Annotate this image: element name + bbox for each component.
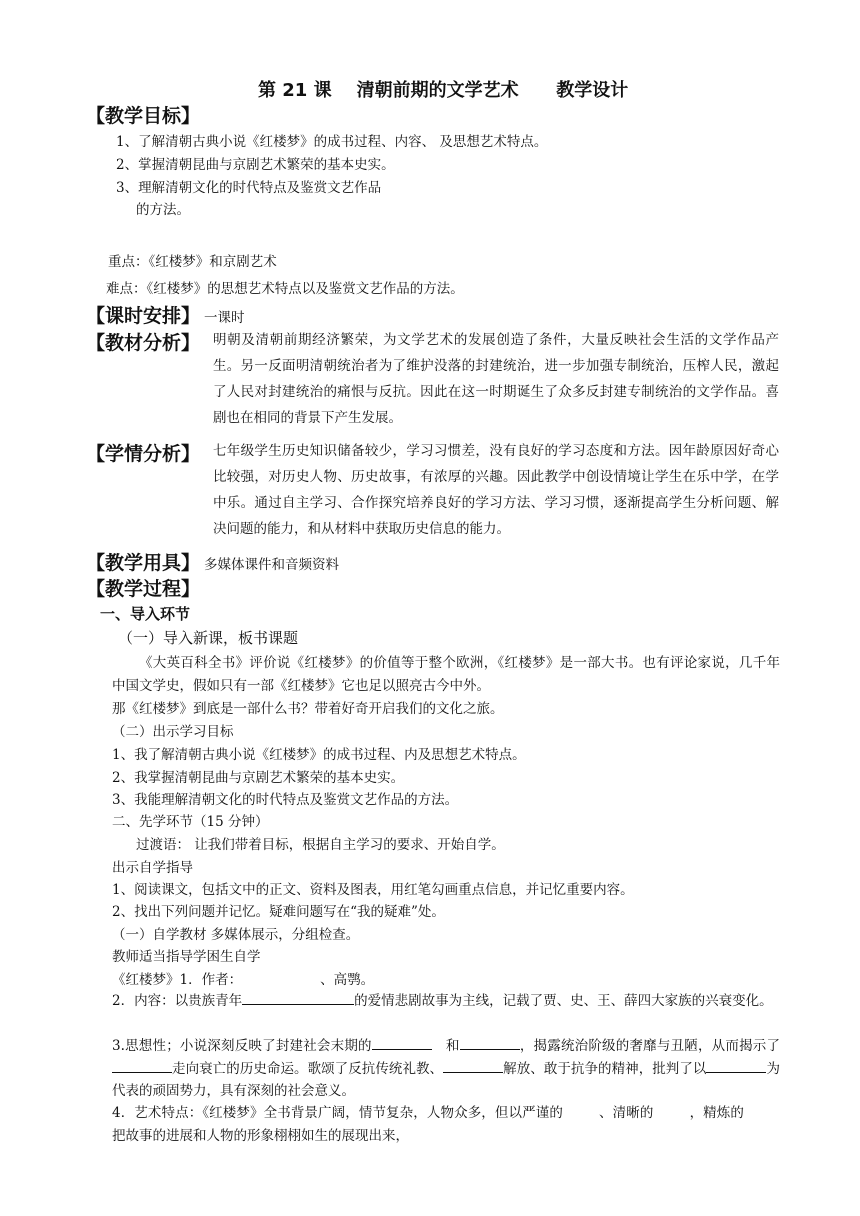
section-self-study: 二、先学环节（15 分钟）	[112, 814, 269, 830]
objective-item: 2、我掌握清朝昆曲与京剧艺术繁荣的基本史实。	[112, 770, 405, 786]
subsection-textbook: （一）自学教材 多媒体展示，分组检查。	[112, 927, 360, 943]
heading-students: 【学情分析】	[86, 443, 201, 465]
fill-blank[interactable]	[112, 1058, 172, 1073]
guide-item: 1、阅读课文，包括文中的正文、资料及图表，用红笔勾画重点信息，并记忆重要内容。	[112, 882, 634, 898]
intro-paragraph: 《大英百科全书》评价说《红楼梦》的价值等于整个欧洲，《红楼梦》是一部大书。也有评论家说，几千年中国文学史，假如只有一部《红楼梦》它也足以照亮古今中外。	[112, 655, 780, 694]
key-point: 重点：《红楼梦》和京剧艺术	[108, 254, 277, 270]
goal-item-continued: 的方法。	[136, 202, 190, 218]
fill-blank[interactable]	[706, 1058, 766, 1073]
objective-item: 3、我能理解清朝文化的时代特点及鉴赏文艺作品的方法。	[112, 792, 459, 808]
goal-item: 1、了解清朝古典小说《红楼梦》的成书过程、内容、 及思想艺术特点。	[116, 134, 548, 150]
subsection-intro: （一）导入新课，板书课题	[118, 629, 299, 647]
question-content: 2．内容：以贵族青年 的爱情悲剧故事为主线，记载了贾、史、王、薛四大家族的兴衰变化。	[112, 990, 780, 1013]
heading-tools: 【教学用具】 多媒体课件和音频资料	[86, 552, 340, 574]
material-analysis-text: 明朝及清朝前期经济繁荣，为文学艺术的发展创造了条件，大量反映社会生活的文学作品产生。另一反面明清朝统治者为了维护没落的封建统治，进一步加强专制统治，压榨人民，激起了人民对封建统治的痛恨与反抗。因此在这一时期诞生了众多反封建专制统治的文学作品。喜剧也在相同的背景下产生发展。	[213, 332, 779, 426]
fill-blank[interactable]	[443, 1058, 503, 1073]
intro-question: 那《红楼梦》到底是一部什么书？带着好奇开启我们的文化之旅。	[112, 701, 504, 717]
goal-item: 3、理解清朝文化的时代特点及鉴赏文艺作品	[116, 180, 382, 196]
subsection-objectives: （二）出示学习目标	[112, 724, 234, 740]
question-author: 《红楼梦》1．作者： 、高鹗。	[112, 972, 375, 988]
guide-title: 出示自学指导	[112, 860, 193, 876]
fill-blank[interactable]	[242, 990, 354, 1005]
section-intro: 一、导入环节	[100, 605, 191, 623]
heading-goals: 【教学目标】	[86, 105, 201, 127]
heading-material: 【教材分析】	[86, 332, 201, 354]
objective-item: 1、我了解清朝古典小说《红楼梦》的成书过程、内及思想艺术特点。	[112, 747, 526, 763]
fill-blank[interactable]	[460, 1035, 520, 1050]
fill-blank[interactable]	[372, 1035, 432, 1050]
question-art: 4．艺术特点：《红楼梦》全书背景广阔，情节复杂，人物众多，但以严谨的 、清晰的 ，精炼的把故事的进展和人物的形象栩栩如生的展现出来，	[112, 1105, 744, 1144]
transition-text: 过渡语： 让我们带着目标，根据自主学习的要求、开始自学。	[136, 837, 505, 853]
tools-text: 多媒体课件和音频资料	[204, 557, 340, 573]
student-analysis-text: 七年级学生历史知识储备较少，学习习惯差，没有良好的学习态度和方法。因年龄原因好奇心比较强，对历史人物、历史故事，有浓厚的兴趣。因此教学中创设情境让学生在乐中学，在学中乐。通过自主学习、合作探究培养良好的学习方法、学习习惯，逐渐提高学生分析问题、解决问题的能力，和从材料中获取历史信息的能力。	[213, 443, 779, 537]
difficult-point: 难点：《红楼梦》的思想艺术特点以及鉴赏文艺作品的方法。	[106, 281, 464, 297]
heading-process: 【教学过程】	[86, 578, 201, 600]
question-ideology: 3.思想性；小说深刻反映了封建社会末期的 和 ，揭露统治阶级的奢靡与丑陋，从而揭示了走向衰亡的历史命运。歌颂了反抗传统礼教、 解放、敢于抗争的精神，批判了以 为代表的顽固势力，具有深刻的社会意义。	[112, 1035, 780, 1103]
page-title: 第 21 课 清朝前期的文学艺术 教学设计	[258, 80, 629, 101]
schedule-text: 一课时	[204, 310, 245, 326]
guide-item: 2、找出下列问题并记忆。疑难问题写在“我的疑难”处。	[112, 904, 445, 920]
heading-schedule: 【课时安排】 一课时	[86, 305, 245, 327]
teacher-note: 教师适当指导学困生自学	[112, 949, 261, 965]
goal-item: 2、掌握清朝昆曲与京剧艺术繁荣的基本史实。	[116, 157, 395, 173]
